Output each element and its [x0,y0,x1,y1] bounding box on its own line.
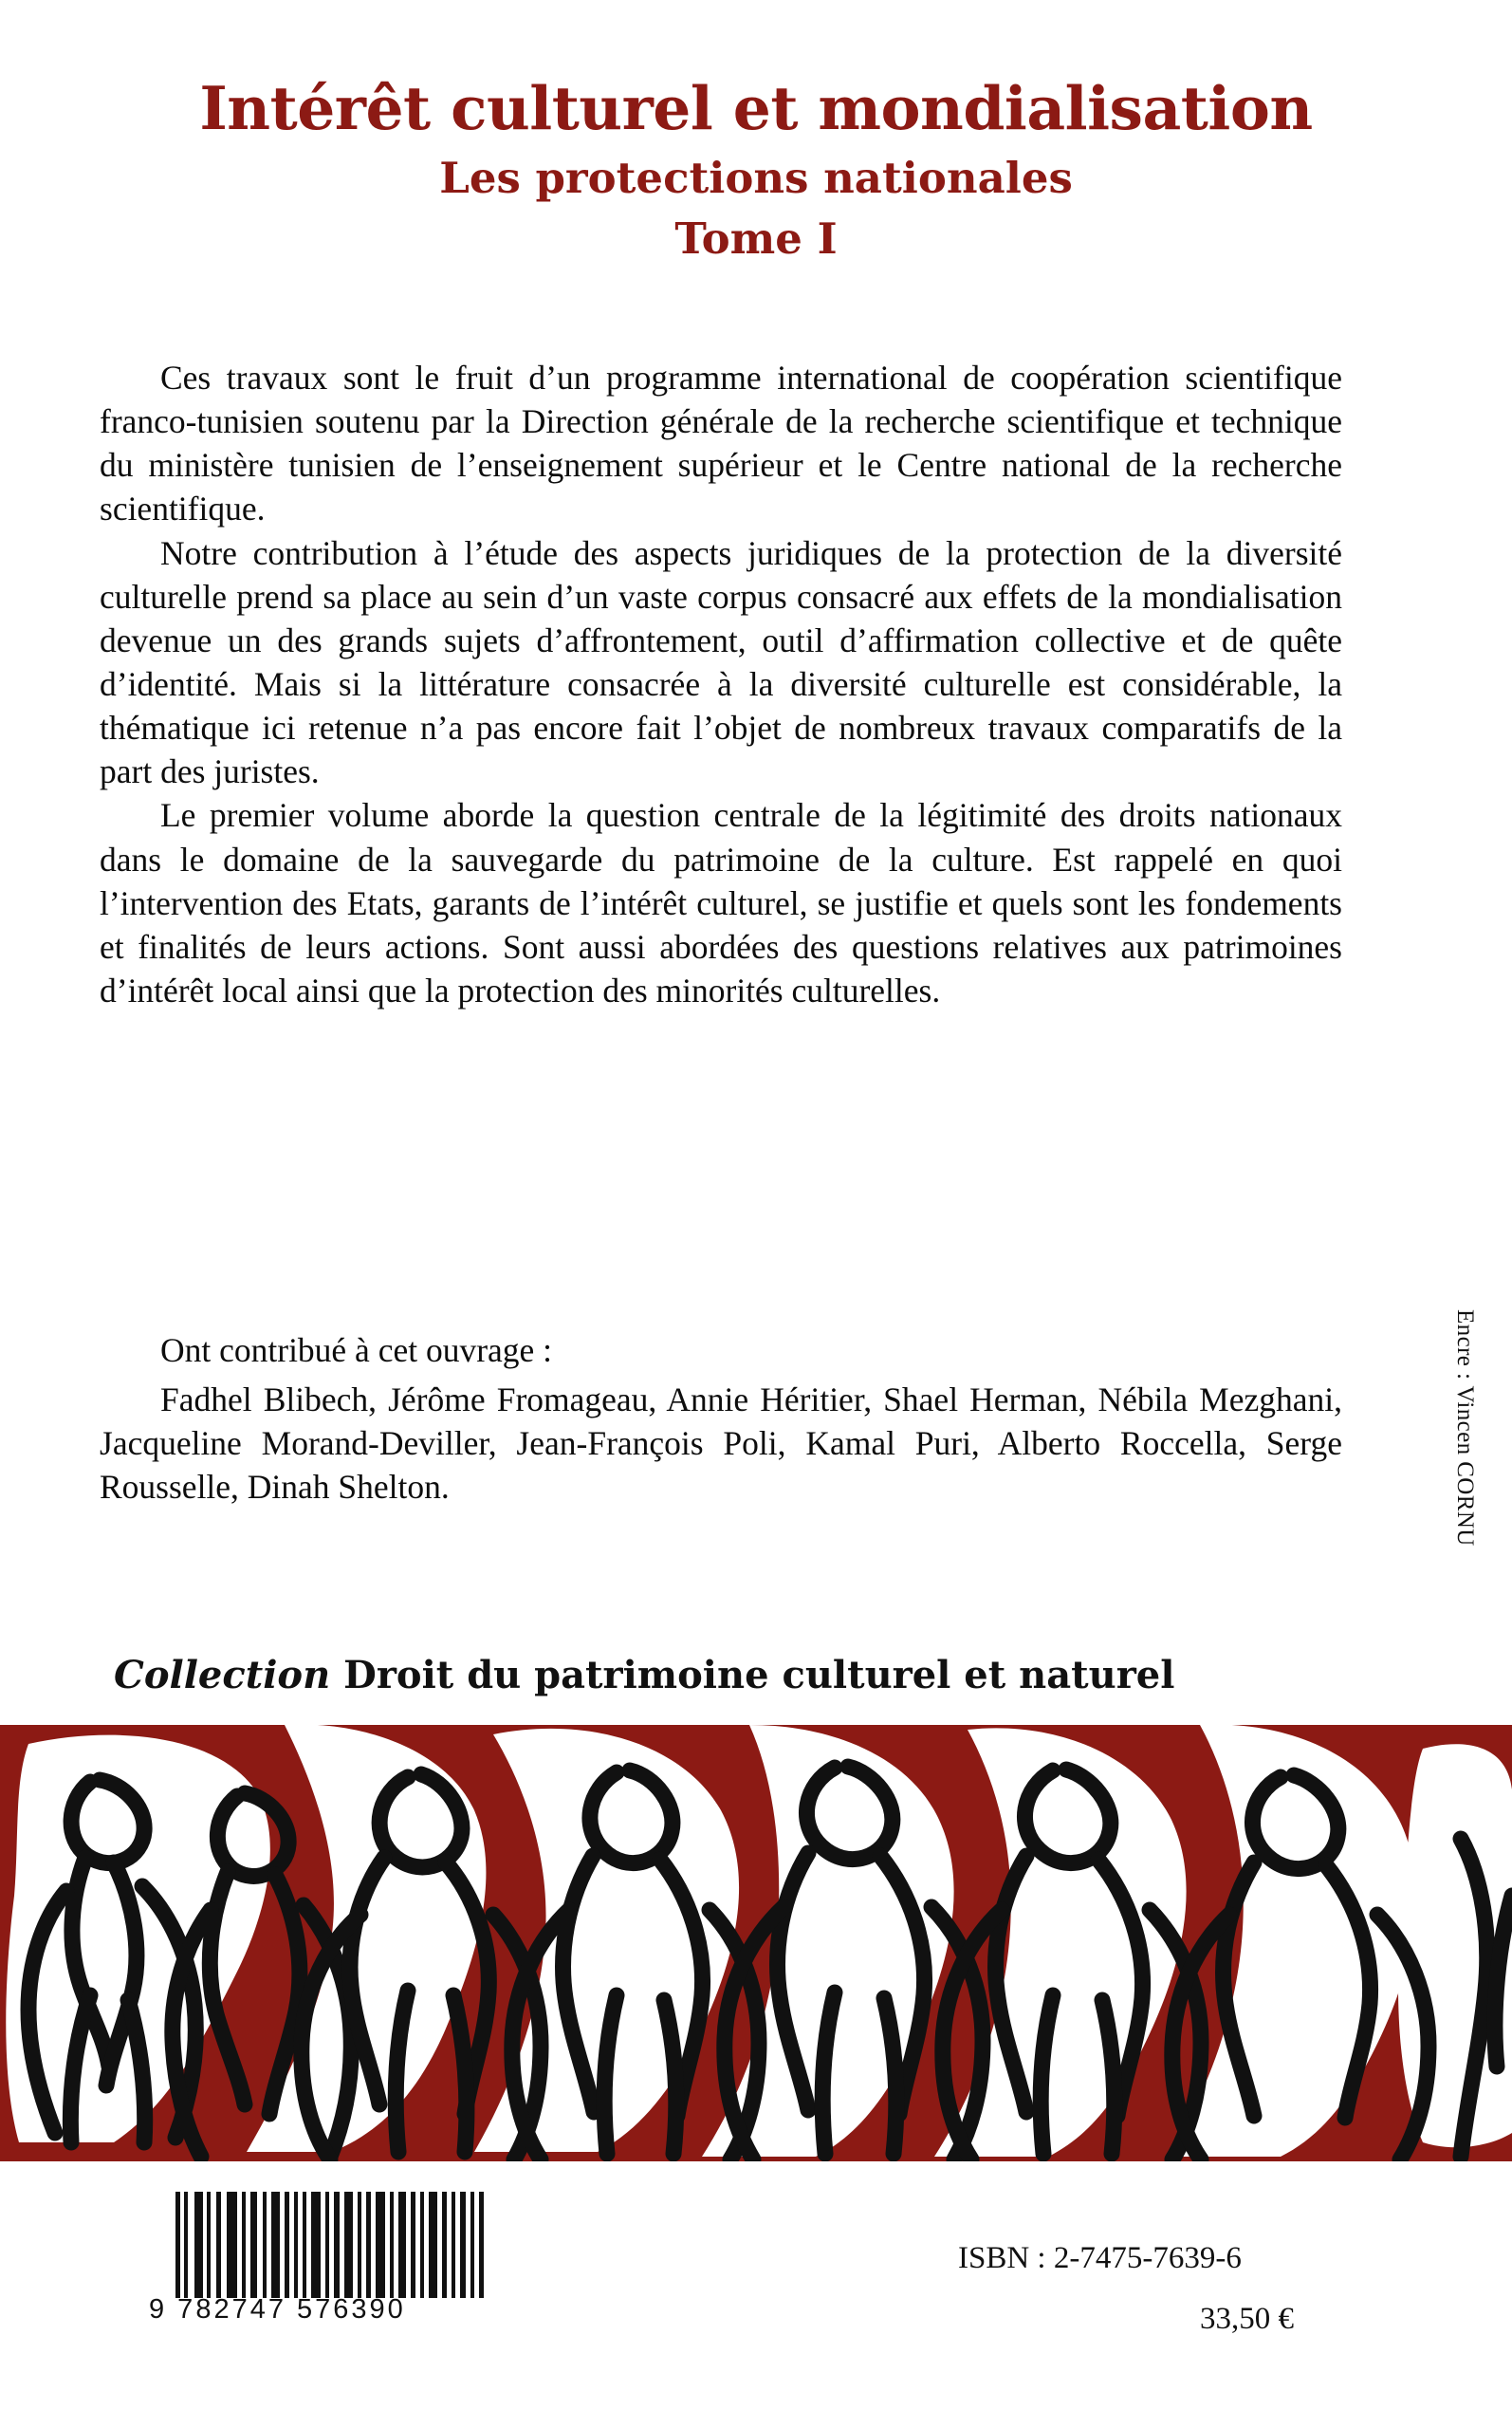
page-title: Intérêt culturel et mondialisation [199,73,1313,143]
page-subtitle: Les protections nationales [439,153,1073,204]
artwork-illustration [0,1725,1512,2161]
contributors-list: Fadhel Blibech, Jérôme Fromageau, Annie Héritier, Shael Herman, Nébila Mezghani, Jacqueline Morand-Deviller, Jean-François Poli, Kamal Puri, Alberto Roccella, Serge Rousselle, Dinah Shelton. [100,1381,1342,1507]
blurb-paragraph: Ces travaux sont le fruit d’un programme international de coopération scientifique franco-tunisien soutenu par la Direction générale de la recherche scientifique et technique du ministère tunisien de l’enseignement supérieur et le Centre national de la recherche scientifique. [100,359,1342,528]
title-block [0,73,1512,264]
blurb-text [100,356,1342,1012]
cover-artist-credit: Encre : Vincen CORNU [1452,1309,1478,1547]
collection-name: Droit du patrimoine culturel et naturel [343,1653,1175,1697]
contributors-block [100,1328,1342,1510]
blurb-paragraph: Notre contribution à l’étude des aspects juridiques de la protection de la diversité culturelle prend sa place au sein d’un vaste corpus consacré aux effets de la mondialisation devenue un des grands sujets d’affrontement, outil d’affirmation collective et de quête d’identité. Mais si la littérature consacrée à la diversité culturelle est considérable, la thématique ici retenue n’a pas encore fait l’objet de nombreux travaux comparatifs de la part des juristes. [100,533,1342,791]
collection-line [114,1653,1174,1697]
contributors-intro: Ont contribué à cet ouvrage : [160,1331,553,1369]
isbn-text: ISBN : 2-7475-7639-6 [958,2241,1242,2275]
barcode-bars [175,2192,489,2298]
cover-artwork [0,1725,1512,2161]
volume-label: Tome I [674,213,838,264]
collection-label: Collection [114,1653,331,1697]
barcode-digits: 9 782747 576390 [149,2294,406,2325]
price-text: 33,50 € [1200,2302,1294,2336]
blurb-paragraph: Le premier volume aborde la question centrale de la légitimité des droits nationaux dans le domaine de la sauvegarde du patrimoine de la culture. Est rappelé en quoi l’intervention des Etats, garants de l’intérêt culturel, se justifie et quels sont les fondements et finalités de leurs actions. Sont aussi abordées des questions relatives aux patrimoines d’intérêt local ainsi que la protection des minorités culturelles. [100,796,1342,1010]
barcode [149,2192,489,2334]
